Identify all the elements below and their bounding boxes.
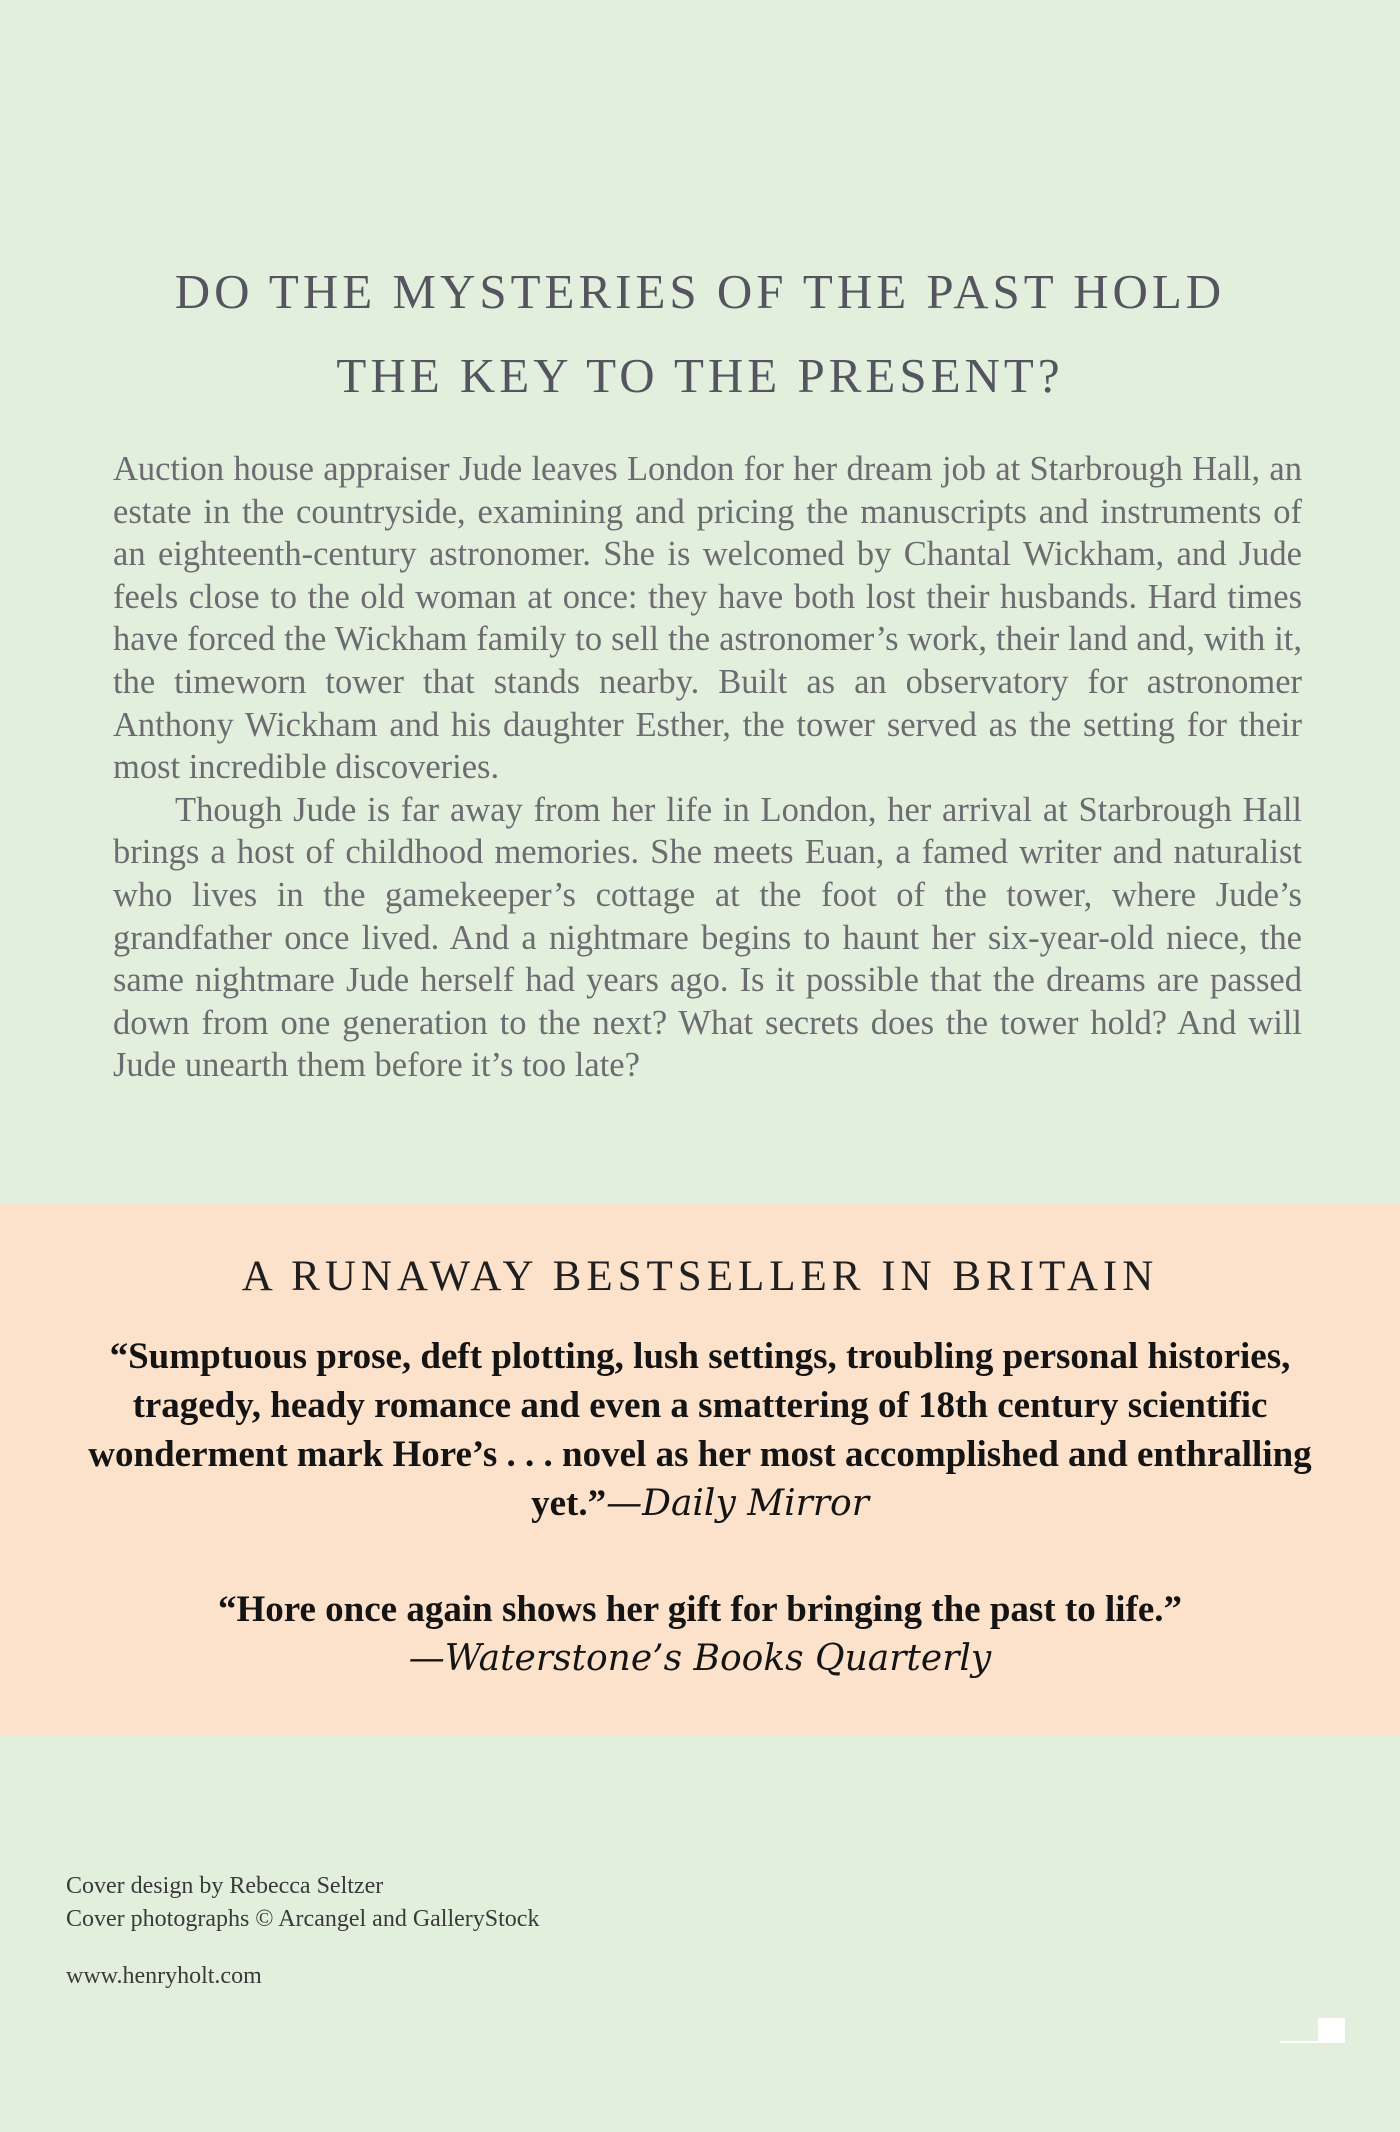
review-quote-waterstones xyxy=(60,1585,1340,1683)
headline xyxy=(0,250,1400,418)
headline-line-2: THE KEY TO THE PRESENT? xyxy=(336,348,1064,403)
blurb-paragraph-2: Though Jude is far away from her life in London, her arrival at Starbrough Hall brings a host of childhood memories. She meets Euan, a famed writer and naturalist who lives in the gamekeeper’s cottage at the foot of the tower, where Jude’s grandfather once lived. And a nightmare begins to haunt her six-year-old niece, the same nightmare Jude herself had years ago. Is it possible that the dreams are passed down from one generation to the next? What secrets does the tower hold? And will Jude unearth them before it’s too late? xyxy=(113,790,1302,1085)
praise-title: A RUNAWAY BESTSELLER IN BRITAIN xyxy=(241,1253,1159,1300)
blurb-paragraph-1: Auction house appraiser Jude leaves London for her dream job at Starbrough Hall, an estate in the countryside, examining and pricing the manuscripts and instruments of an eighteenth-century astronomer. She is welcomed by Chantal Wickham, and Jude feels close to the old woman at once: they have both lost their husbands. Hard times have forced the Wickham family to sell the astronomer’s work, their land and, with it, the timeworn tower that stands nearby. Built as an observatory for astronomer Anthony Wickham and his daughter Esther, the tower served as the setting for their most incredible discoveries. xyxy=(113,450,1302,787)
corner-mark-line xyxy=(1280,2041,1320,2043)
review-quote-text: “Hore once again shows her gift for bringing the past to life.” xyxy=(217,1589,1183,1630)
blurb xyxy=(113,448,1302,1087)
cover-design-credit: Cover design by Rebecca Seltzer xyxy=(66,1873,384,1899)
review-quote-text: “Sumptuous prose, deft plotting, lush settings, troubling personal histories, tragedy, heady romance and even a smattering of 18th century scientific wonderment mark Hore’s . . . novel as her most accomplished and enthralling yet.” xyxy=(88,1336,1312,1524)
corner-mark xyxy=(1318,2018,1345,2043)
review-quote-source: —Waterstone’s Books Quarterly xyxy=(408,1638,992,1679)
review-quote-daily-mirror xyxy=(60,1332,1340,1528)
cover-credits xyxy=(66,1870,539,1936)
cover-photo-credit: Cover photographs © Arcangel and GalleryStock xyxy=(66,1906,540,1932)
headline-line-1: DO THE MYSTERIES OF THE PAST HOLD xyxy=(174,264,1226,319)
review-quote-source: —Daily Mirror xyxy=(606,1483,869,1524)
publisher-website: www.henryholt.com xyxy=(66,1963,262,1989)
